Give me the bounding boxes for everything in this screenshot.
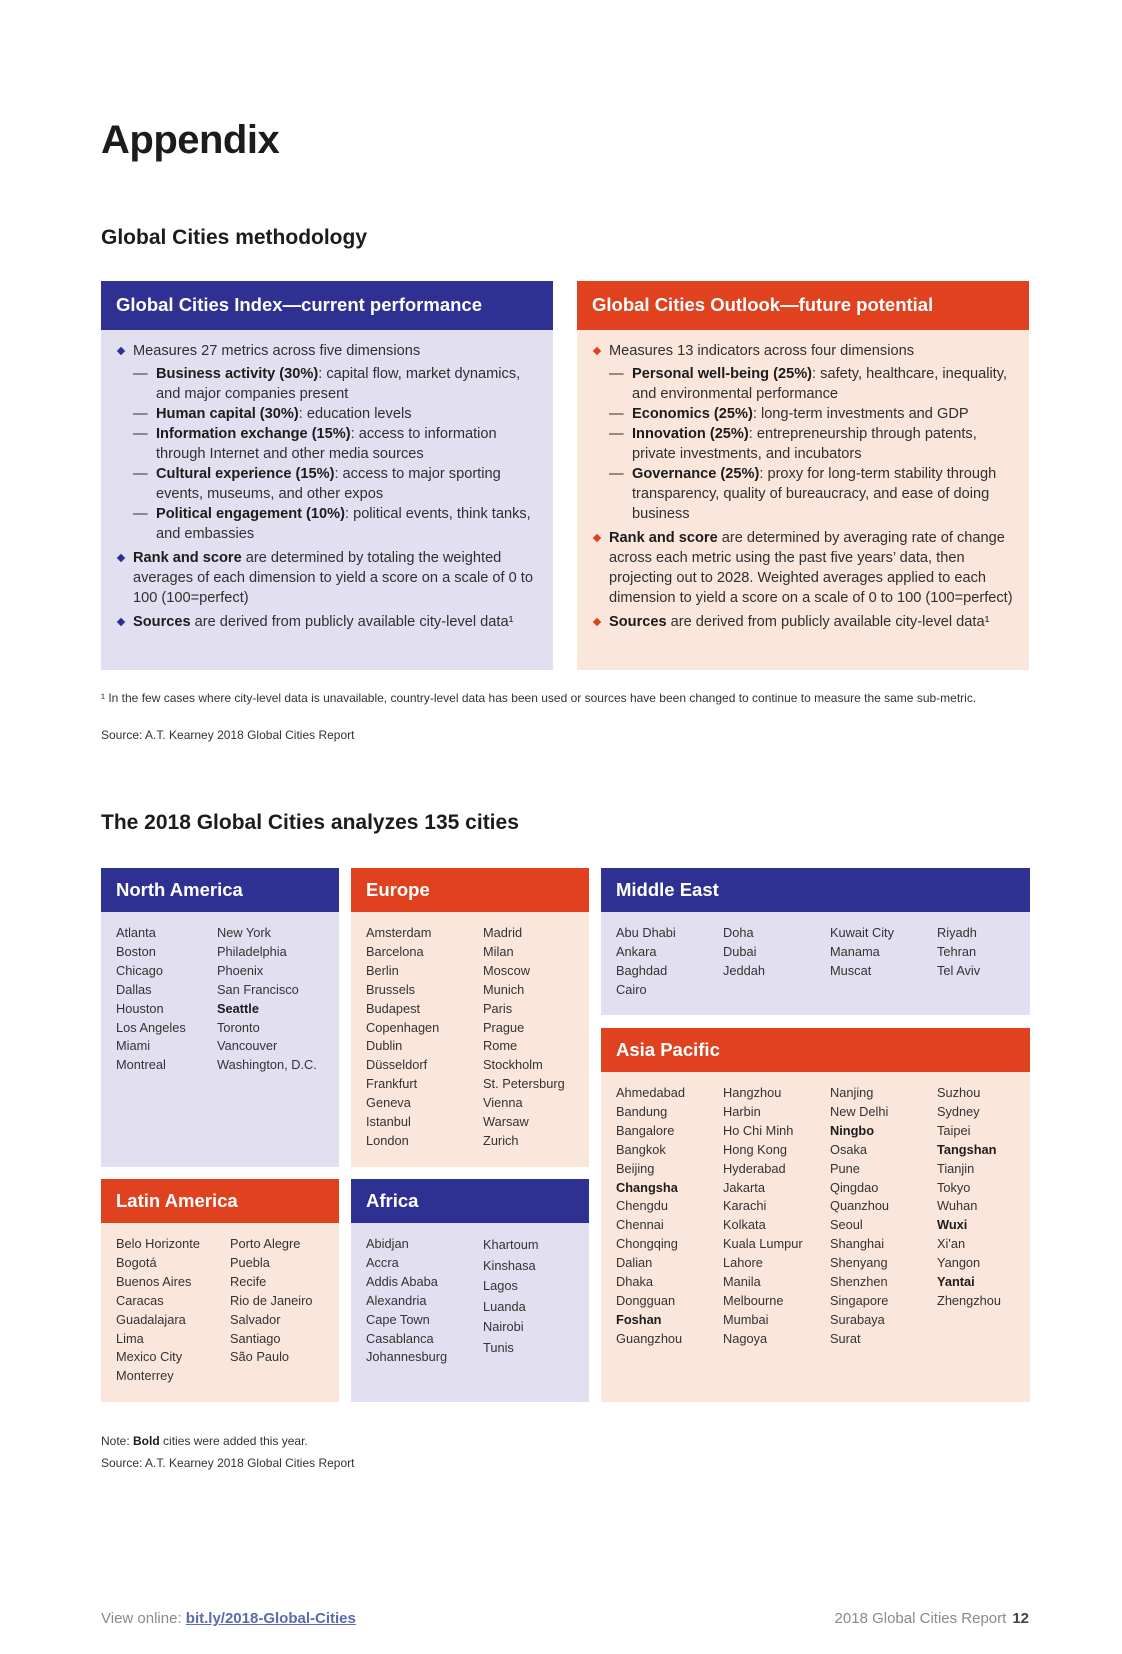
methodology-heading: Global Cities methodology: [101, 226, 368, 249]
methodology-source: Source: A.T. Kearney 2018 Global Cities Report: [101, 728, 355, 742]
dimension-item: — Innovation (25%): entrepreneurship through patents, private investments, and incubators: [609, 426, 977, 462]
city-column: [217, 924, 317, 1075]
city-name: London: [366, 1132, 409, 1148]
city-name: Zurich: [483, 1132, 519, 1148]
gci-sources-bullet: Sources are derived from publicly available city-level data¹: [117, 612, 539, 632]
city-name: Singapore: [830, 1292, 889, 1308]
cities-source: Source: A.T. Kearney 2018 Global Cities Report: [101, 1456, 355, 1470]
city-column: [366, 1235, 483, 1367]
city-name: Miami: [116, 1038, 151, 1054]
gci-dimension-list: [133, 364, 539, 544]
city-name: Manila: [723, 1274, 761, 1290]
city-name: Caracas: [116, 1292, 164, 1308]
city-name: Quanzhou: [830, 1198, 890, 1214]
city-name: Düsseldorf: [366, 1057, 428, 1073]
city-name: Lahore: [723, 1255, 763, 1271]
city-name: Bangkok: [616, 1141, 666, 1157]
gco-metrics-bullet: Measures 13 indicators across four dimensions — Personal well-being (25%): safety, healthcare, inequality, and environmental performance — Economics (25%): long-term investments and GDP — Innovation (25%): entrepreneurship through patents, private investments, and incubators — Governance (25%): proxy for long-term stability through transparency, quality of bureaucracy, and ease of doing business: [593, 341, 1015, 524]
gco-rank-bullet: Rank and score are determined by averaging rate of change across each metric using the past five years’ data, then projecting out to 2028. Weighted averages applied to each dimension to yield a score on a scale of 0 to 100 (100=perfect): [593, 528, 1015, 608]
city-name: Nanjing: [830, 1085, 874, 1100]
region-north-america: [101, 868, 339, 1167]
city-name: Tel Aviv: [937, 962, 981, 978]
diamond-bullet-icon: [593, 534, 601, 542]
city-name: Phoenix: [217, 962, 264, 978]
city-name: Osaka: [830, 1141, 867, 1157]
city-name: Munich: [483, 981, 525, 997]
city-name: Beijing: [616, 1160, 655, 1176]
city-column: [483, 924, 565, 1151]
city-name: Changsha: [616, 1179, 678, 1195]
city-name: Buenos Aires: [116, 1273, 192, 1289]
city-name: Wuhan: [937, 1198, 978, 1214]
city-name: Moscow: [483, 962, 530, 978]
city-name: Lagos: [483, 1278, 518, 1294]
city-name: Madrid: [483, 925, 523, 940]
gco-dimension-list: [609, 364, 1015, 524]
dimension-item: — Economics (25%): long-term investments and GDP: [609, 406, 969, 422]
city-name: Amsterdam: [366, 925, 432, 940]
city-name: Kuala Lumpur: [723, 1236, 803, 1252]
city-name: Suzhou: [937, 1085, 981, 1100]
city-name: Dhaka: [616, 1274, 653, 1290]
dimension-item: — Information exchange (15%): access to information through Internet and other media sources: [133, 426, 497, 462]
city-name: Foshan: [616, 1311, 662, 1327]
region-title: Asia Pacific: [601, 1028, 1030, 1072]
city-name: Dalian: [616, 1255, 653, 1271]
city-name: Toronto: [217, 1019, 260, 1035]
cities-heading: The 2018 Global Cities analyzes 135 cities: [101, 811, 519, 834]
view-online-link[interactable]: bit.ly/2018-Global-Cities: [185, 1610, 356, 1627]
city-name: Shenyang: [830, 1255, 888, 1271]
gco-methodology-box: [577, 281, 1029, 670]
city-name: Cape Town: [366, 1311, 430, 1327]
dimension-item: — Human capital (30%): education levels: [133, 406, 412, 422]
city-column: [116, 1235, 230, 1386]
city-column: [616, 1084, 723, 1349]
city-name: Khartoum: [483, 1237, 539, 1252]
city-name: Budapest: [366, 1000, 421, 1016]
city-name: Johannesburg: [366, 1349, 448, 1365]
city-name: Zhengzhou: [937, 1292, 1002, 1308]
city-name: Tangshan: [937, 1141, 997, 1157]
city-name: Jakarta: [723, 1179, 765, 1195]
city-name: Xi'an: [937, 1236, 966, 1252]
region-title: Middle East: [601, 868, 1030, 912]
city-name: Washington, D.C.: [217, 1057, 317, 1073]
city-name: Hangzhou: [723, 1085, 782, 1100]
city-name: Mexico City: [116, 1349, 183, 1365]
city-name: San Francisco: [217, 981, 299, 997]
city-name: St. Petersburg: [483, 1076, 565, 1092]
city-name: Chennai: [616, 1217, 664, 1233]
city-name: Tokyo: [937, 1179, 971, 1195]
region-title: Africa: [351, 1179, 589, 1223]
gco-sources-bullet: Sources are derived from publicly available city-level data¹: [593, 612, 1015, 632]
city-name: Warsaw: [483, 1114, 529, 1130]
city-name: Hyderabad: [723, 1160, 786, 1176]
region-latin-america: [101, 1179, 339, 1402]
gci-methodology-box: [101, 281, 553, 670]
city-name: Abidjan: [366, 1236, 409, 1251]
city-name: Philadelphia: [217, 943, 287, 959]
city-name: New York: [217, 925, 272, 940]
gco-title: Global Cities Outlook—future potential: [577, 281, 1029, 330]
diamond-bullet-icon: [117, 554, 125, 562]
city-name: Paris: [483, 1000, 513, 1016]
city-column: [723, 924, 830, 1000]
city-name: Doha: [723, 925, 754, 940]
city-column: [116, 924, 217, 1075]
city-name: Pune: [830, 1160, 860, 1176]
city-name: Bogotá: [116, 1254, 157, 1270]
city-column: [937, 924, 980, 1000]
city-column: [483, 1235, 538, 1367]
city-name: Casablanca: [366, 1330, 434, 1346]
city-column: [366, 924, 483, 1151]
region-africa: [351, 1179, 589, 1402]
city-name: Los Angeles: [116, 1019, 186, 1035]
city-name: Brussels: [366, 981, 416, 997]
city-name: Kinshasa: [483, 1257, 536, 1273]
city-name: Yantai: [937, 1274, 975, 1290]
city-name: Yangon: [937, 1255, 981, 1271]
diamond-bullet-icon: [117, 347, 125, 355]
city-name: Monterrey: [116, 1368, 174, 1384]
city-name: Chongqing: [616, 1236, 678, 1252]
city-name: Santiago: [230, 1330, 281, 1346]
city-name: Guangzhou: [616, 1330, 683, 1346]
city-name: Porto Alegre: [230, 1236, 301, 1251]
city-name: Salvador: [230, 1311, 281, 1327]
city-name: Tianjin: [937, 1160, 975, 1176]
city-name: Atlanta: [116, 925, 156, 940]
city-name: Melbourne: [723, 1292, 784, 1308]
city-name: Chicago: [116, 962, 163, 978]
city-name: Abu Dhabi: [616, 925, 676, 940]
city-name: Rio de Janeiro: [230, 1292, 313, 1308]
city-name: Milan: [483, 943, 514, 959]
city-name: Dallas: [116, 981, 152, 997]
city-name: Chengdu: [616, 1198, 668, 1214]
city-name: Taipei: [937, 1122, 971, 1138]
city-name: Ningbo: [830, 1122, 875, 1138]
city-name: Dongguan: [616, 1292, 676, 1308]
city-name: Geneva: [366, 1095, 411, 1111]
city-name: Karachi: [723, 1198, 767, 1214]
dimension-item: — Business activity (30%): capital flow, market dynamics, and major companies present: [133, 366, 521, 402]
diamond-bullet-icon: [593, 618, 601, 626]
city-name: Prague: [483, 1019, 525, 1035]
city-name: Riyadh: [937, 925, 977, 940]
city-name: Lima: [116, 1330, 144, 1346]
diamond-bullet-icon: [117, 618, 125, 626]
city-name: Berlin: [366, 962, 399, 978]
city-name: Surabaya: [830, 1311, 885, 1327]
city-name: Tehran: [937, 943, 977, 959]
city-name: Puebla: [230, 1254, 270, 1270]
city-name: Shanghai: [830, 1236, 885, 1252]
city-name: Alexandria: [366, 1292, 427, 1308]
city-name: Houston: [116, 1000, 164, 1016]
city-name: Wuxi: [937, 1217, 968, 1233]
city-name: Tunis: [483, 1339, 514, 1355]
city-name: Nagoya: [723, 1330, 768, 1346]
city-name: Jeddah: [723, 962, 765, 978]
footer-report: 2018 Global Cities Report 12: [834, 1610, 1029, 1627]
city-name: Ho Chi Minh: [723, 1122, 794, 1138]
city-column: [230, 1235, 313, 1386]
city-column: [723, 1084, 830, 1349]
city-name: Luanda: [483, 1298, 526, 1314]
city-name: Mumbai: [723, 1311, 769, 1327]
city-name: Bangalore: [616, 1122, 675, 1138]
gci-rank-bullet: Rank and score are determined by totaling the weighted averages of each dimension to yield a score on a scale of 0 to 100 (100=perfect): [117, 548, 539, 608]
city-name: Bandung: [616, 1103, 668, 1119]
city-name: Kuwait City: [830, 925, 895, 940]
city-name: Kolkata: [723, 1217, 766, 1233]
city-name: Surat: [830, 1330, 861, 1346]
city-column: [937, 1084, 1001, 1349]
city-name: Vienna: [483, 1095, 523, 1111]
city-name: Baghdad: [616, 962, 668, 978]
city-name: Nairobi: [483, 1319, 524, 1335]
gci-title: Global Cities Index—current performance: [101, 281, 553, 330]
city-name: Stockholm: [483, 1057, 543, 1073]
city-name: São Paulo: [230, 1349, 290, 1365]
city-name: Istanbul: [366, 1114, 411, 1130]
page-title: Appendix: [101, 118, 280, 162]
page-number: 12: [1012, 1610, 1029, 1627]
dimension-item: — Political engagement (10%): political events, think tanks, and embassies: [133, 506, 531, 542]
city-name: Vancouver: [217, 1038, 278, 1054]
region-europe: [351, 868, 589, 1167]
city-name: Harbin: [723, 1103, 761, 1119]
region-title: Europe: [351, 868, 589, 912]
dimension-item: — Governance (25%): proxy for long-term stability through transparency, quality of bureaucracy, and ease of doing business: [609, 466, 997, 522]
dimension-item: — Personal well-being (25%): safety, healthcare, inequality, and environmental performance: [609, 366, 1008, 402]
region-title: Latin America: [101, 1179, 339, 1223]
city-column: [616, 924, 723, 1000]
city-name: Ankara: [616, 943, 657, 959]
gci-metrics-bullet: Measures 27 metrics across five dimensions — Business activity (30%): capital flow, market dynamics, and major companies present — Human capital (30%): education levels — Information exchange (15%): access to information through Internet and other media sources — Cultural experience (15%): access to major sporting events, museums, and other expos — Political engagement (10%): political events, think tanks, and embassies: [117, 341, 539, 544]
region-title: North America: [101, 868, 339, 912]
city-column: [830, 1084, 937, 1349]
city-name: Addis Ababa: [366, 1273, 438, 1289]
city-name: Qingdao: [830, 1179, 879, 1195]
city-name: Boston: [116, 943, 156, 959]
city-name: Dubai: [723, 943, 757, 959]
city-name: Manama: [830, 943, 880, 959]
diamond-bullet-icon: [593, 347, 601, 355]
footer-view-online: View online: bit.ly/2018-Global-Cities: [101, 1610, 356, 1627]
city-name: Seattle: [217, 1000, 259, 1016]
region-asia-pacific: [601, 1028, 1030, 1402]
city-name: Seoul: [830, 1217, 863, 1233]
city-name: Guadalajara: [116, 1311, 186, 1327]
dimension-item: — Cultural experience (15%): access to major sporting events, museums, and other expos: [133, 466, 501, 502]
city-name: Cairo: [616, 981, 647, 997]
city-name: Sydney: [937, 1103, 980, 1119]
city-name: Dublin: [366, 1038, 403, 1054]
city-name: Barcelona: [366, 943, 424, 959]
city-name: New Delhi: [830, 1103, 889, 1119]
city-name: Recife: [230, 1273, 267, 1289]
city-name: Muscat: [830, 962, 872, 978]
footnote: ¹ In the few cases where city-level data is unavailable, country-level data has been used or sources have been changed to continue to measure the same sub-metric.: [101, 691, 977, 705]
city-name: Hong Kong: [723, 1141, 788, 1157]
region-middle-east: [601, 868, 1030, 1015]
city-name: Belo Horizonte: [116, 1236, 200, 1251]
city-name: Copenhagen: [366, 1019, 440, 1035]
note: Note: Bold cities were added this year.: [101, 1434, 308, 1448]
city-name: Shenzhen: [830, 1274, 888, 1290]
city-name: Ahmedabad: [616, 1085, 686, 1100]
city-name: Montreal: [116, 1057, 166, 1073]
city-name: Rome: [483, 1038, 518, 1054]
city-column: [830, 924, 937, 1000]
city-name: Accra: [366, 1254, 399, 1270]
city-name: Frankfurt: [366, 1076, 418, 1092]
